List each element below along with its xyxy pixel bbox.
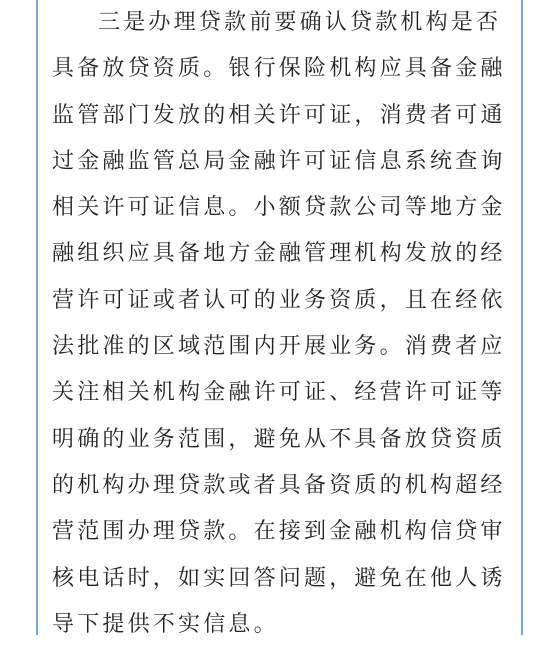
article-line-11: 的机构办理贷款或者具备资质的机构超经 — [52, 472, 506, 498]
left-border-line — [36, 0, 38, 635]
article-line-5: 相关许可证信息。小额贷款公司等地方金 — [52, 195, 506, 221]
article-line-13: 核电话时，如实回答问题，避免在他人诱 — [52, 565, 506, 591]
article-line-9: 关注相关机构金融许可证、经营许可证等 — [52, 380, 506, 406]
article-line-12: 营范围办理贷款。在接到金融机构信贷审 — [52, 519, 506, 545]
article-body — [52, 0, 508, 648]
article-line-8: 法批准的区域范围内开展业务。消费者应 — [52, 334, 506, 360]
article-line-2: 具备放贷资质。银行保险机构应具备金融 — [52, 56, 506, 82]
article-line-3: 监管部门发放的相关许可证，消费者可通 — [52, 102, 506, 128]
article-line-10: 明确的业务范围，避免从不具备放贷资质 — [52, 426, 506, 452]
article-line-1: 三是办理贷款前要确认贷款机构是否 — [98, 10, 502, 35]
article-line-14: 导下提供不实信息。 — [52, 611, 279, 637]
article-line-6: 融组织应具备地方金融管理机构发放的经 — [52, 241, 506, 267]
article-line-4: 过金融监管总局金融许可证信息系统查询 — [52, 148, 506, 174]
right-border-line — [521, 0, 523, 635]
article-line-7: 营许可证或者认可的业务资质，且在经依 — [52, 287, 506, 313]
